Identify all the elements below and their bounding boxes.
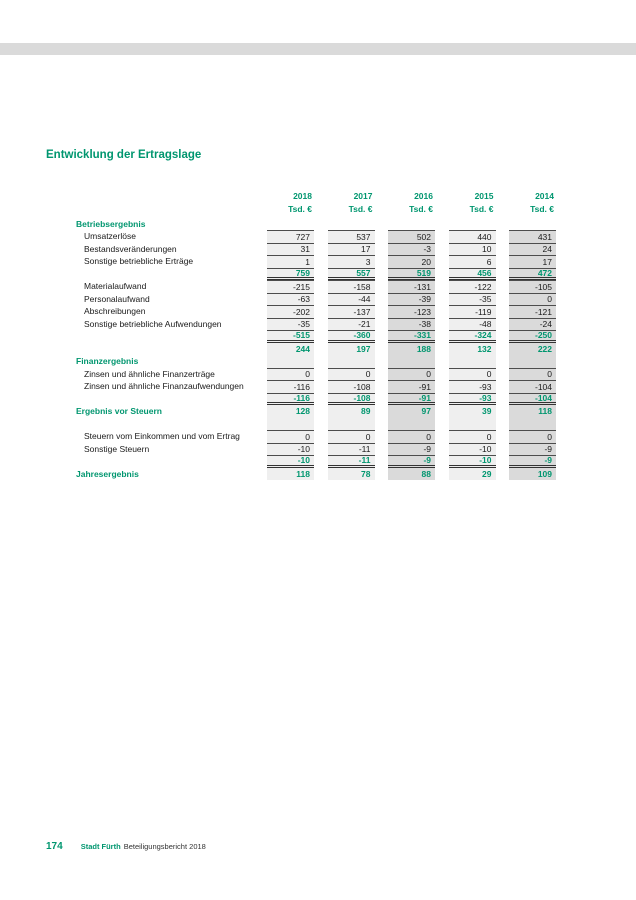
table-row [0,355,636,368]
value-cell: 128 [295,406,310,417]
value-cell: 727 [267,230,314,243]
value-cell: -108 [328,380,375,393]
value-cell: -9 [509,443,556,456]
table-row [0,393,636,406]
header-divider-bar [0,43,636,55]
value-cell: 519 [388,268,435,281]
value-cell: -119 [449,305,496,318]
value-cell: 0 [388,430,435,443]
value-cell: 188 [416,343,431,354]
value-cell: -121 [509,305,556,318]
value-cell: -11 [328,455,375,468]
row-label: Finanzergebnis [76,356,139,367]
value-cell: 0 [388,368,435,381]
table-row [0,343,636,356]
column-year-header: 2018 [293,191,312,202]
row-label: Betriebsergebnis [76,218,146,229]
table-row [0,268,636,281]
value-cell: -116 [267,393,314,406]
value-cell: 89 [361,406,371,417]
value-cell: -131 [388,280,435,293]
table-row [0,305,636,318]
value-cell: 1 [267,255,314,268]
value-cell: 132 [477,343,492,354]
column-year-header: 2017 [353,191,373,202]
value-cell: -331 [388,330,435,343]
value-cell: -24 [509,318,556,331]
table-row [0,293,636,306]
value-cell: -108 [328,393,375,406]
row-label: Personalaufwand [84,293,150,304]
value-cell: -10 [267,455,314,468]
value-cell: 502 [388,230,435,243]
value-cell: 17 [509,255,556,268]
value-cell: 24 [509,243,556,256]
value-cell: -116 [267,380,314,393]
value-cell: -360 [328,330,375,343]
value-cell: 197 [356,343,371,354]
value-cell: -3 [388,243,435,256]
page-footer [46,841,206,852]
value-cell: 6 [449,255,496,268]
row-label: Abschreibungen [84,306,146,317]
table-row [0,430,636,443]
value-cell: 0 [509,430,556,443]
value-cell: -104 [509,393,556,406]
value-cell: -202 [267,305,314,318]
value-cell: -48 [449,318,496,331]
footer-brand: Stadt Fürth [80,842,121,851]
value-cell: 557 [328,268,375,281]
value-cell: -9 [388,455,435,468]
table-row [0,280,636,293]
value-cell: 431 [509,230,556,243]
column-unit-label: Tsd. € [530,203,554,214]
table-row [0,368,636,381]
page-title: Entwicklung der Ertragslage [46,149,202,161]
value-cell: 0 [509,293,556,306]
row-label: Sonstige betriebliche Erträge [84,256,194,267]
value-cell: 0 [328,430,375,443]
value-cell: -91 [388,380,435,393]
row-label: Bestandsveränderungen [84,243,177,254]
value-cell: 20 [388,255,435,268]
value-cell: 0 [509,368,556,381]
value-cell: 0 [449,368,496,381]
row-label: Sonstige betriebliche Aufwendungen [84,318,222,329]
value-cell: -515 [267,330,314,343]
value-cell: -44 [328,293,375,306]
value-cell: 3 [328,255,375,268]
value-cell: -324 [449,330,496,343]
value-cell: 118 [538,406,552,417]
row-label: Jahresergebnis [76,468,139,479]
row-label: Ergebnis vor Steuern [76,406,162,417]
value-cell: 0 [449,430,496,443]
row-label: Zinsen und ähnliche Finanzerträge [84,368,215,379]
value-cell: 0 [267,368,314,381]
value-cell: -10 [449,455,496,468]
value-cell: 0 [267,430,314,443]
footer-doc-title: Beteiligungsbericht 2018 [123,842,206,851]
table-row [0,380,636,393]
row-label: Steuern vom Einkommen und vom Ertrag [84,431,240,442]
value-cell: 97 [421,406,431,417]
table-row [0,418,636,431]
value-cell: 109 [537,468,552,479]
value-cell: 17 [328,243,375,256]
value-cell: -35 [449,293,496,306]
value-cell: 39 [482,406,492,417]
value-cell: -39 [388,293,435,306]
financial-table [0,190,636,480]
table-row [0,330,636,343]
value-cell: 118 [296,468,310,479]
value-cell: -104 [509,380,556,393]
value-cell: -122 [449,280,496,293]
value-cell: 472 [509,268,556,281]
column-year-header: 2014 [535,191,554,202]
table-row [0,230,636,243]
column-unit-label: Tsd. € [288,203,312,214]
value-cell: 31 [267,243,314,256]
footer-page-number: 174 [46,841,63,852]
row-label: Zinsen und ähnliche Finanzaufwendungen [84,381,244,392]
table-row [0,443,636,456]
value-cell: -215 [267,280,314,293]
value-cell: -63 [267,293,314,306]
column-unit-label: Tsd. € [409,203,433,214]
value-cell: 29 [482,468,492,479]
column-unit-label: Tsd. € [469,203,494,214]
table-row [0,455,636,468]
value-cell: -38 [388,318,435,331]
value-cell: -10 [449,443,496,456]
value-cell: -93 [449,380,496,393]
value-cell: -137 [328,305,375,318]
value-cell: 456 [449,268,496,281]
value-cell: 759 [267,268,314,281]
value-cell: 537 [328,230,375,243]
value-cell: 440 [449,230,496,243]
row-label: Sonstige Steuern [84,443,150,454]
table-row [0,218,636,231]
value-cell: 0 [328,368,375,381]
column-year-header: 2016 [414,191,433,202]
value-cell: -158 [328,280,375,293]
value-cell: -9 [388,443,435,456]
value-cell: 244 [295,343,310,354]
value-cell: -91 [388,393,435,406]
column-unit-label: Tsd. € [348,203,373,214]
value-cell: 88 [421,468,431,479]
value-cell: 78 [361,468,371,479]
value-cell: -250 [509,330,556,343]
value-cell: -21 [328,318,375,331]
table-row [0,255,636,268]
value-cell: -9 [509,455,556,468]
table-row [0,243,636,256]
value-cell: -10 [267,443,314,456]
column-year-header: 2015 [474,191,494,202]
row-label: Materialaufwand [84,281,147,292]
table-row [0,468,636,481]
value-cell: -105 [509,280,556,293]
value-cell: 222 [537,343,552,354]
value-cell: -35 [267,318,314,331]
table-row [0,318,636,331]
value-cell: 10 [449,243,496,256]
value-cell: -123 [388,305,435,318]
value-cell: -11 [328,443,375,456]
table-row [0,405,636,418]
value-cell: -93 [449,393,496,406]
row-label: Umsatzerlöse [84,231,136,242]
